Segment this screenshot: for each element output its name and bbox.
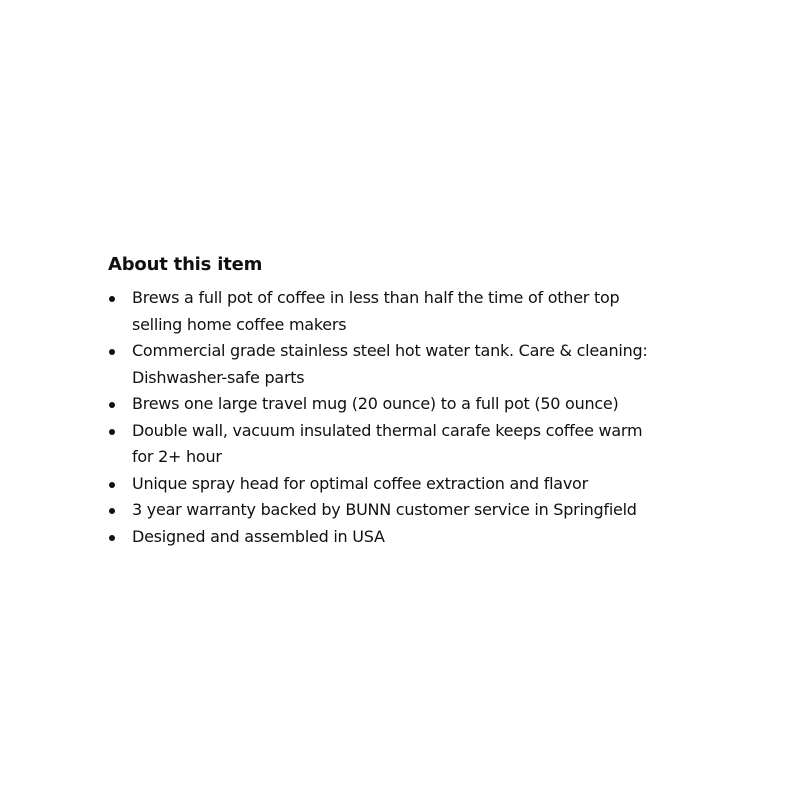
feature-bullet-line: Brews one large travel mug (20 ounce) to a full pot (50 ounce) bbox=[132, 394, 619, 413]
feature-bullet bbox=[108, 471, 708, 498]
feature-bullet-line: selling home coffee makers bbox=[132, 314, 347, 334]
feature-bullet-line: 3 year warranty backed by BUNN customer service in Springfield bbox=[132, 500, 637, 519]
feature-bullet bbox=[108, 418, 708, 471]
feature-bullet bbox=[108, 524, 708, 551]
feature-bullet-list bbox=[108, 285, 708, 550]
feature-bullet-line: for 2+ hour bbox=[132, 447, 222, 466]
about-title: About this item bbox=[108, 254, 263, 275]
about-this-item-section bbox=[108, 253, 708, 550]
bullet-dot-icon bbox=[109, 349, 115, 355]
feature-bullet bbox=[108, 338, 708, 391]
feature-bullet-line: Designed and assembled in USA bbox=[132, 526, 385, 546]
feature-bullet bbox=[108, 497, 708, 524]
feature-bullet-line: Unique spray head for optimal coffee extraction and flavor bbox=[132, 473, 588, 493]
bullet-dot-icon bbox=[109, 296, 115, 302]
feature-bullet bbox=[108, 391, 708, 418]
bullet-dot-icon bbox=[109, 482, 115, 488]
bullet-dot-icon bbox=[109, 508, 115, 514]
feature-bullet bbox=[108, 285, 708, 338]
bullet-dot-icon bbox=[109, 535, 115, 541]
feature-bullet-line: Double wall, vacuum insulated thermal carafe keeps coffee warm bbox=[132, 420, 643, 440]
bullet-dot-icon bbox=[109, 429, 115, 435]
bullet-dot-icon bbox=[109, 402, 115, 408]
feature-bullet-line: Dishwasher-safe parts bbox=[132, 367, 305, 387]
feature-bullet-line: Commercial grade stainless steel hot water tank. Care & cleaning: bbox=[132, 341, 648, 360]
feature-bullet-line: Brews a full pot of coffee in less than half the time of other top bbox=[132, 288, 620, 307]
